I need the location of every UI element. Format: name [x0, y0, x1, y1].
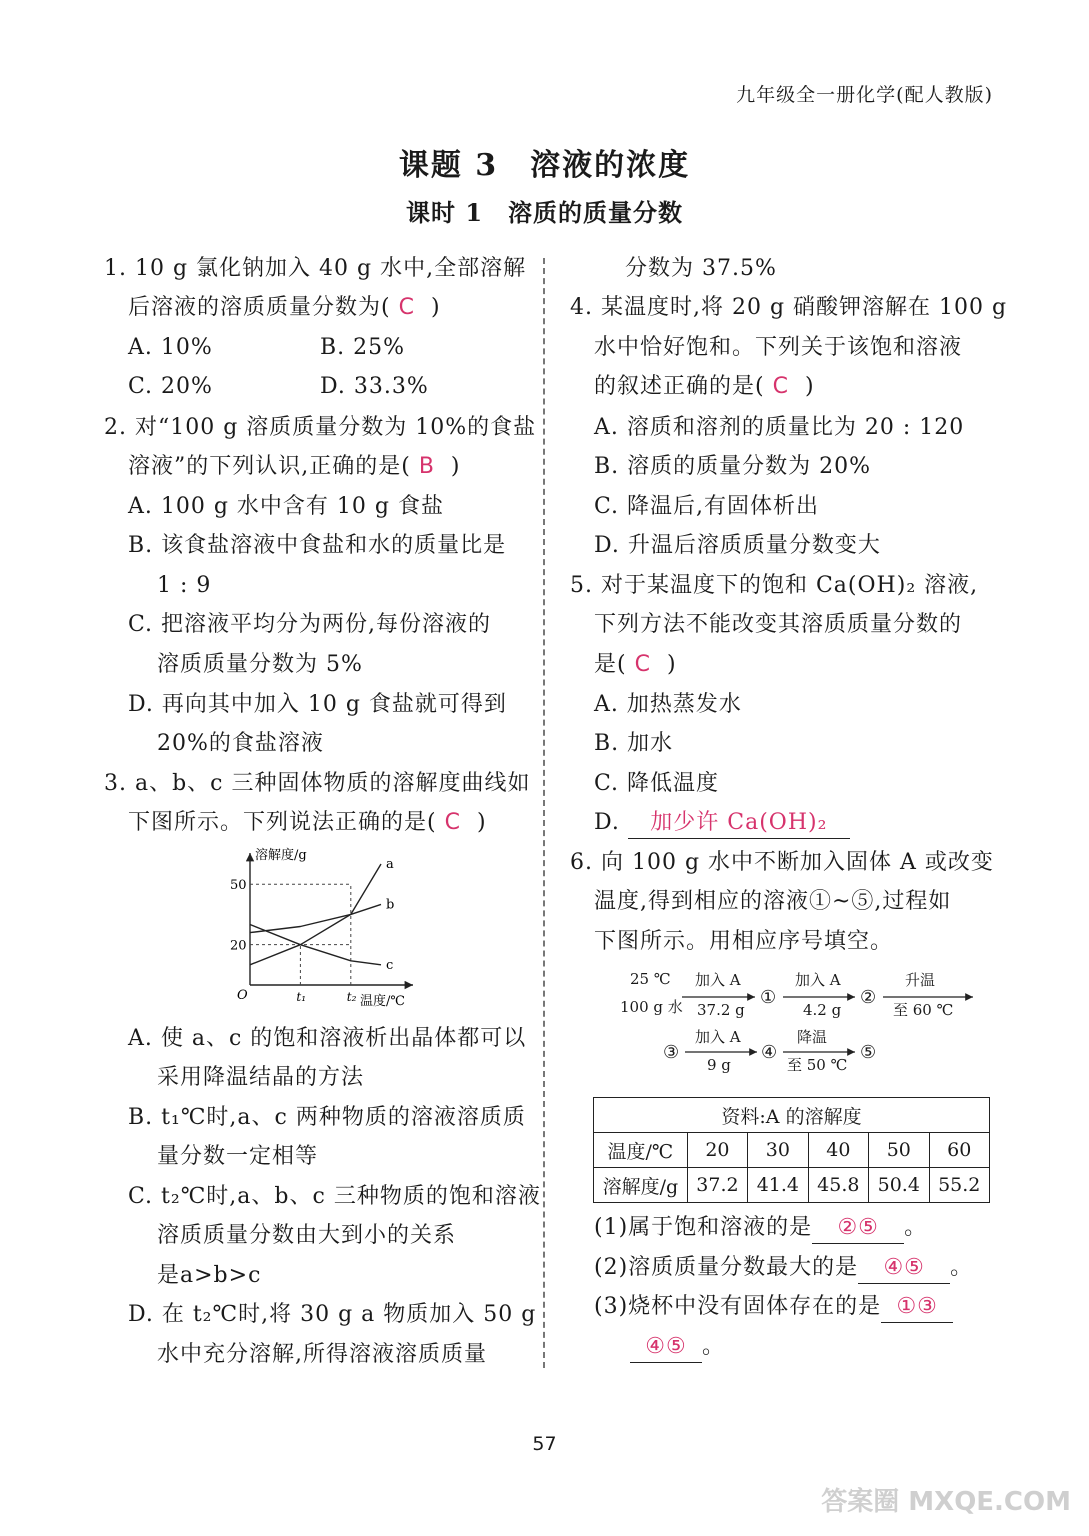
chart-x-label: 温度/℃ — [360, 994, 405, 1009]
q5-option-b: B. 加水 — [594, 731, 674, 756]
q2-option-b-line2: 1 : 9 — [157, 573, 212, 598]
q4-stem-line2: 水中恰好饱和。下列关于该饱和溶液 — [594, 335, 963, 360]
table-cell: 41.4 — [748, 1168, 808, 1203]
flow-arrow-4-top: 加入 A — [695, 1028, 741, 1046]
chart-x-tick-label: t₁ — [296, 990, 307, 1004]
lesson-subtitle: 课时 1 溶质的质量分数 — [405, 198, 684, 227]
watermark-logo: 答案圈 MXQE.COM — [821, 1487, 1071, 1517]
table-cell: 37.2 — [687, 1168, 747, 1203]
table-row2-label: 溶解度/g — [594, 1168, 688, 1203]
q5-option-d-answer: 加少许 Ca(OH)₂ — [628, 808, 850, 839]
flow-arrow-1-top: 加入 A — [695, 971, 741, 989]
flow-node-3: ③ — [663, 1042, 680, 1063]
q1-answer: C — [398, 295, 415, 320]
q3-option-a-line1: A. 使 a、c 的饱和溶液析出晶体都可以 — [128, 1026, 527, 1051]
page-number: 57 — [532, 1433, 557, 1455]
q4-option-c: C. 降温后,有固体析出 — [594, 494, 820, 519]
flow-arrow-2-top: 加入 A — [795, 971, 841, 989]
chart-y-tick-label: 20 — [230, 938, 247, 954]
q3-option-c-line3: 是a>b>c — [157, 1263, 262, 1288]
table-cell: 40 — [808, 1133, 868, 1168]
flow-start-water: 100 g 水 — [620, 998, 683, 1016]
flow-node-4: ④ — [761, 1042, 778, 1063]
table-cell: 50.4 — [869, 1168, 929, 1203]
q6-part-2: (2)溶质质量分数最大的是 ④⑤ 。 — [594, 1253, 973, 1284]
column-divider — [543, 258, 545, 1368]
q6-part-1-answer: ②⑤ — [812, 1213, 904, 1244]
q5-option-c: C. 降低温度 — [594, 771, 720, 796]
q2-stem-line1: 2. 对“100 g 溶质质量分数为 10%的食盐 — [104, 415, 537, 440]
solubility-table — [593, 1097, 990, 1203]
q3-option-d-line2: 水中充分溶解,所得溶液溶质质量 — [157, 1342, 487, 1367]
table-cell: 30 — [748, 1133, 808, 1168]
q2-stem-line2: 溶液”的下列认识,正确的是( B ) — [128, 454, 461, 479]
q6-part-3-cont: ④⑤ 。 — [630, 1332, 725, 1363]
q4-stem-line3: 的叙述正确的是( C ) — [594, 374, 815, 399]
q3-option-d-line3: 分数为 37.5% — [625, 256, 777, 281]
chart-y-tick-label: 50 — [230, 878, 247, 894]
q2-option-c-line2: 溶质质量分数为 5% — [157, 652, 363, 677]
flow-arrow-4-bottom: 9 g — [707, 1056, 731, 1074]
q1-stem-line2: 后溶液的溶质质量分数为( C ) — [128, 295, 441, 320]
q5-stem-line3: 是( C ) — [594, 652, 677, 677]
q4-answer: C — [772, 374, 789, 399]
flow-node-5: ⑤ — [860, 1042, 877, 1063]
q3-stem-line2: 下图所示。下列说法正确的是( C ) — [128, 810, 487, 835]
q5-stem-line2: 下列方法不能改变其溶质质量分数的 — [594, 612, 963, 637]
q6-part-1: (1)属于饱和溶液的是 ②⑤ 。 — [594, 1213, 927, 1244]
lesson-title: 课题 3 溶液的浓度 — [398, 148, 691, 183]
q2-option-a: A. 100 g 水中含有 10 g 食盐 — [128, 494, 444, 519]
q3-option-c-line2: 溶质质量分数由大到小的关系 — [157, 1223, 457, 1248]
q6-part-3-answer-1: ①③ — [881, 1292, 953, 1323]
flow-arrow-3-bottom: 至 60 ℃ — [893, 1001, 954, 1019]
chart-x-tick-label: t₂ — [346, 990, 357, 1004]
q3-answer: C — [444, 810, 461, 835]
table-caption: 资料:A 的溶解度 — [594, 1098, 990, 1133]
q6-part-2-answer: ④⑤ — [858, 1253, 950, 1284]
q6-stem-line2: 温度,得到相应的溶液①~⑤,过程如 — [594, 889, 952, 914]
q5-answer: C — [634, 652, 651, 677]
process-flow-diagram — [615, 962, 995, 1082]
flow-node-1: ① — [760, 987, 777, 1008]
table-cell: 45.8 — [808, 1168, 868, 1203]
q3-option-c-line1: C. t₂℃时,a、b、c 三种物质的饱和溶液 — [128, 1184, 541, 1209]
table-cell: 20 — [687, 1133, 747, 1168]
q2-option-c-line1: C. 把溶液平均分为两份,每份溶液的 — [128, 612, 492, 637]
chart-curve-label-b: b — [386, 897, 395, 913]
page-header: 九年级全一册化学(配人教版) — [736, 84, 993, 106]
flow-arrow-3-top: 升温 — [905, 971, 936, 989]
flow-arrow-5-bottom: 至 50 ℃ — [787, 1056, 848, 1074]
q1-option-d: D. 33.3% — [320, 374, 429, 399]
flow-start-temp: 25 ℃ — [630, 970, 671, 988]
q6-stem-line1: 6. 向 100 g 水中不断加入固体 A 或改变 — [570, 850, 994, 875]
q6-part-3: (3)烧杯中没有固体存在的是 ①③ — [594, 1292, 953, 1323]
chart-origin-label: O — [237, 988, 248, 1003]
q3-option-b-line2: 量分数一定相等 — [157, 1144, 319, 1169]
q3-stem-line1: 3. a、b、c 三种固体物质的溶解度曲线如 — [104, 771, 531, 796]
q3-option-a-line2: 采用降温结晶的方法 — [157, 1065, 365, 1090]
q2-answer: B — [418, 454, 435, 479]
q1-option-c: C. 20% — [128, 374, 213, 399]
solubility-chart — [225, 845, 425, 1010]
q2-option-b-line1: B. 该食盐溶液中食盐和水的质量比是 — [128, 533, 507, 558]
q3-option-b-line1: B. t₁℃时,a、c 两种物质的溶液溶质质 — [128, 1105, 526, 1130]
q6-stem-line3: 下图所示。用相应序号填空。 — [594, 929, 894, 954]
chart-curve-label-c: c — [386, 957, 394, 973]
q2-option-d-line1: D. 再向其中加入 10 g 食盐就可得到 — [128, 692, 507, 717]
q5-stem-line1: 5. 对于某温度下的饱和 Ca(OH)₂ 溶液, — [570, 573, 979, 598]
chart-y-label: 溶解度/g — [255, 848, 307, 863]
q4-stem-line1: 4. 某温度时,将 20 g 硝酸钾溶解在 100 g — [570, 295, 1008, 320]
flow-node-2: ② — [860, 987, 877, 1008]
q6-part-3-answer-2: ④⑤ — [630, 1332, 702, 1363]
q3-option-d-line1: D. 在 t₂℃时,将 30 g a 物质加入 50 g — [128, 1302, 537, 1327]
chart-curve-b — [250, 904, 381, 932]
table-cell: 50 — [869, 1133, 929, 1168]
flow-arrow-5-top: 降温 — [797, 1028, 828, 1046]
chart-curve-label-a: a — [386, 857, 394, 873]
q1-stem-line1: 1. 10 g 氯化钠加入 40 g 水中,全部溶解 — [104, 256, 527, 281]
table-row1-label: 温度/℃ — [594, 1133, 688, 1168]
q2-option-d-line2: 20%的食盐溶液 — [157, 731, 324, 756]
table-cell: 55.2 — [929, 1168, 989, 1203]
flow-arrow-1-bottom: 37.2 g — [697, 1001, 745, 1019]
flow-arrow-2-bottom: 4.2 g — [803, 1001, 842, 1019]
q4-option-a: A. 溶质和溶剂的质量比为 20 : 120 — [594, 415, 965, 440]
q4-option-d: D. 升温后溶质质量分数变大 — [594, 533, 881, 558]
q1-option-a: A. 10% — [128, 335, 213, 360]
q5-option-a: A. 加热蒸发水 — [594, 692, 742, 717]
q4-option-b: B. 溶质的质量分数为 20% — [594, 454, 872, 479]
table-cell: 60 — [929, 1133, 989, 1168]
q1-option-b: B. 25% — [320, 335, 406, 360]
q5-option-d: D. 加少许 Ca(OH)₂ — [594, 808, 850, 839]
